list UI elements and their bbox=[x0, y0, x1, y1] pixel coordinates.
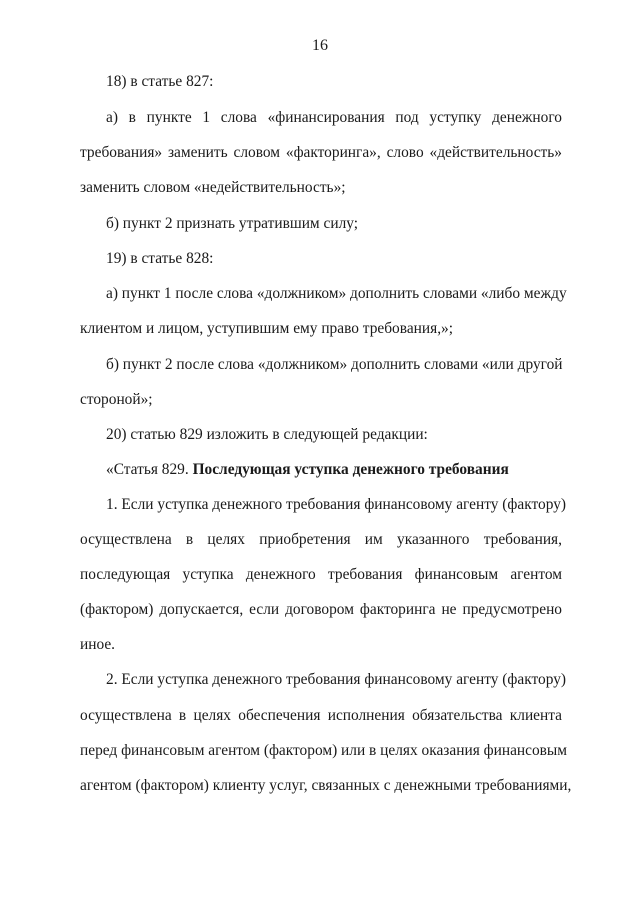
text-line: иное. bbox=[80, 636, 116, 653]
article-number: «Статья 829. bbox=[106, 461, 193, 478]
text-line: перед финансовым агентом (фактором) или в целях оказания финансовым bbox=[80, 742, 568, 759]
text-line: 2. Если уступка денежного требования финансовому агенту (фактору) bbox=[106, 671, 567, 688]
article-heading bbox=[106, 460, 562, 480]
text-line: а) в пункте 1 слова «финансирования под уступку денежного bbox=[106, 109, 562, 126]
text-line: осуществлена в целях приобретения им указанного требования, bbox=[80, 531, 562, 548]
text-line: агентом (фактором) клиенту услуг, связанных с денежными требованиями, bbox=[80, 777, 572, 794]
text-line: 20) статью 829 изложить в следующей редакции: bbox=[106, 426, 428, 443]
text-line: (фактором) допускается, если договором факторинга не предусмотрено bbox=[80, 601, 562, 618]
text-line: заменить словом «недействительность»; bbox=[80, 179, 346, 196]
text-line: осуществлена в целях обеспечения исполнения обязательства клиента bbox=[80, 707, 562, 724]
text-line: б) пункт 2 после слова «должником» дополнить словами «или другой bbox=[106, 356, 563, 373]
text-line: 1. Если уступка денежного требования финансовому агенту (фактору) bbox=[106, 496, 567, 513]
article-title: Последующая уступка денежного требования bbox=[192, 461, 509, 478]
text-line: 19) в статье 828: bbox=[106, 250, 214, 267]
text-line: стороной»; bbox=[80, 391, 153, 408]
text-line: последующая уступка денежного требования финансовым агентом bbox=[80, 566, 562, 583]
text-line: клиентом и лицом, уступившим ему право требования,»; bbox=[80, 320, 454, 337]
text-line: 18) в статье 827: bbox=[106, 73, 214, 90]
text-line: требования» заменить словом «факторинга», слово «действительность» bbox=[80, 144, 562, 161]
text-line: а) пункт 1 после слова «должником» дополнить словами «либо между bbox=[106, 285, 567, 302]
text-line: б) пункт 2 признать утратившим силу; bbox=[106, 215, 359, 232]
page-number: 16 bbox=[312, 37, 328, 54]
